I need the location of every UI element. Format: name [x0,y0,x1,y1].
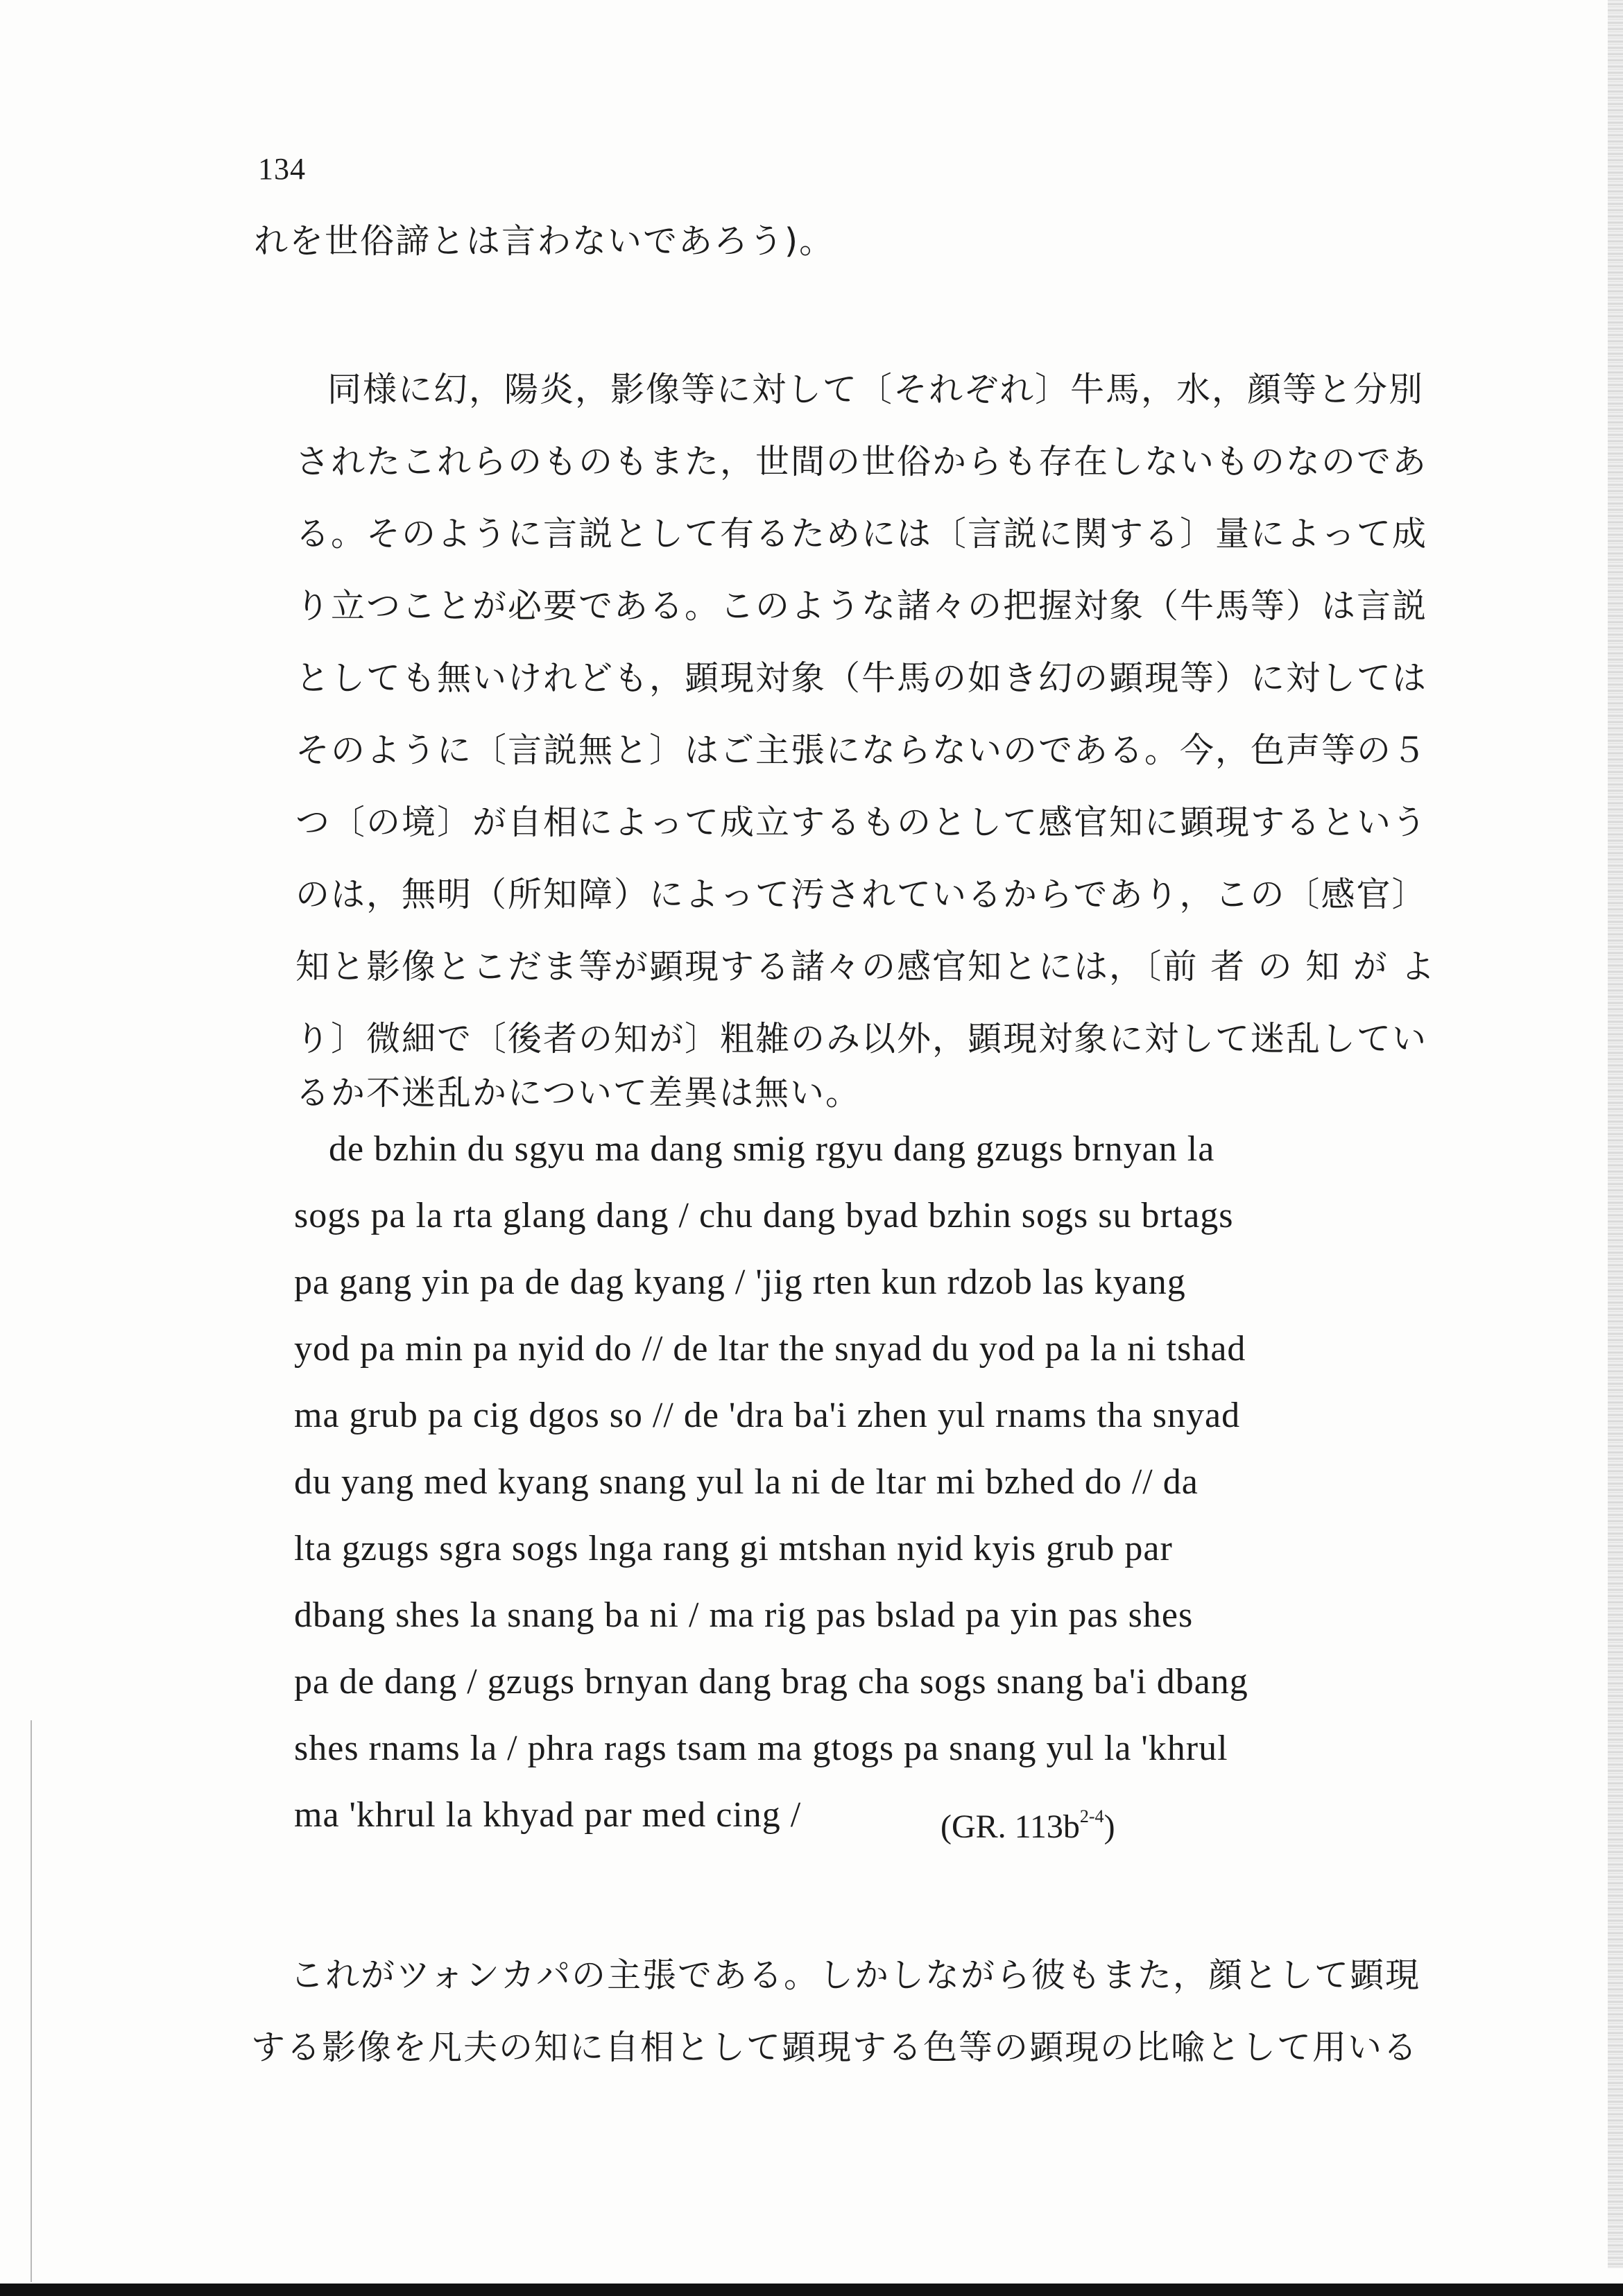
binding-margin-line [31,1720,32,2282]
reference-prefix: (GR. 113b [941,1808,1080,1845]
tibetan-line-last: ma 'khrul la khyad par med cing / [294,1795,802,1835]
jp-line: 知と影像とこだま等が顕現する諸々の感官知とには，〔前 者 の 知 が よ [295,947,1436,986]
jp-line: る。そのように言説として有るためには〔言説に関する〕量によって成 [295,514,1428,554]
tibetan-line: yod pa min pa nyid do // de ltar the snyad du yod pa la ni tshad [294,1329,1246,1369]
jp-line: つ〔の境〕が自相によって成立するものとして感官知に顕現するという [295,803,1428,842]
jp-line: これがツォンカパの主張である。しかしながら彼もまた，顔として顕現 [290,1955,1421,1995]
tibetan-line: pa gang yin pa de dag kyang / 'jig rten kun rdzob las kyang [294,1262,1186,1302]
scan-bottom-border [0,2284,1623,2296]
tibetan-line: shes rnams la / phra rags tsam ma gtogs pa snang yul la 'khrul [294,1729,1228,1768]
tibetan-line: sogs pa la rta glang dang / chu dang byad bzhin sogs su brtags [294,1196,1234,1235]
jp-line: 同様に幻，陽炎，影像等に対して〔それぞれ〕牛馬，水，顔等と分別 [327,370,1425,409]
jp-line: そのように〔言説無と〕はご主張にならないのである。今，色声等の５ [295,730,1428,770]
tibetan-line: dbang shes la snang ba ni / ma rig pas bslad pa yin pas shes [294,1595,1194,1635]
source-reference [941,1795,1115,1849]
jp-line: のは，無明（所知障）によって汚されているからであり，この〔感官〕 [295,875,1427,914]
jp-line: されたこれらのものもまた，世間の世俗からも存在しないものなのであ [295,442,1428,481]
tibetan-line: lta gzugs sgra sogs lnga rang gi mtshan nyid kyis grub par [294,1529,1173,1568]
tibetan-line: ma grub pa cig dgos so // de 'dra ba'i zhen yul rnams tha snyad [294,1396,1241,1435]
tibetan-line: pa de dang / gzugs brnyan dang brag cha sogs snang ba'i dbang [294,1662,1248,1702]
jp-line: としても無いけれども，顕現対象（牛馬の如き幻の顕現等）に対しては [295,658,1428,698]
jp-line: り立つことが必要である。このような諸々の把握対象（牛馬等）は言説 [295,586,1428,626]
page-edge-shadow [1608,0,1623,2268]
reference-superscript: 2-4 [1079,1806,1104,1826]
tibetan-line: du yang med kyang snang yul la ni de ltar mi bzhed do // da [294,1462,1199,1502]
opening-line: れを世俗諦とは言わないであろう)。 [254,221,835,261]
jp-line: り〕微細で〔後者の知が〕粗雑のみ以外，顕現対象に対して迷乱してい [295,1019,1428,1059]
reference-suffix: ) [1104,1808,1115,1845]
jp-line: する影像を凡夫の知に自相として顕現する色等の顕現の比喩として用いる [251,2028,1419,2067]
jp-line: るか不迷乱かについて差異は無い。 [295,1073,861,1113]
page-number: 134 [258,152,306,186]
tibetan-line: de bzhin du sgyu ma dang smig rgyu dang gzugs brnyan la [329,1129,1215,1169]
